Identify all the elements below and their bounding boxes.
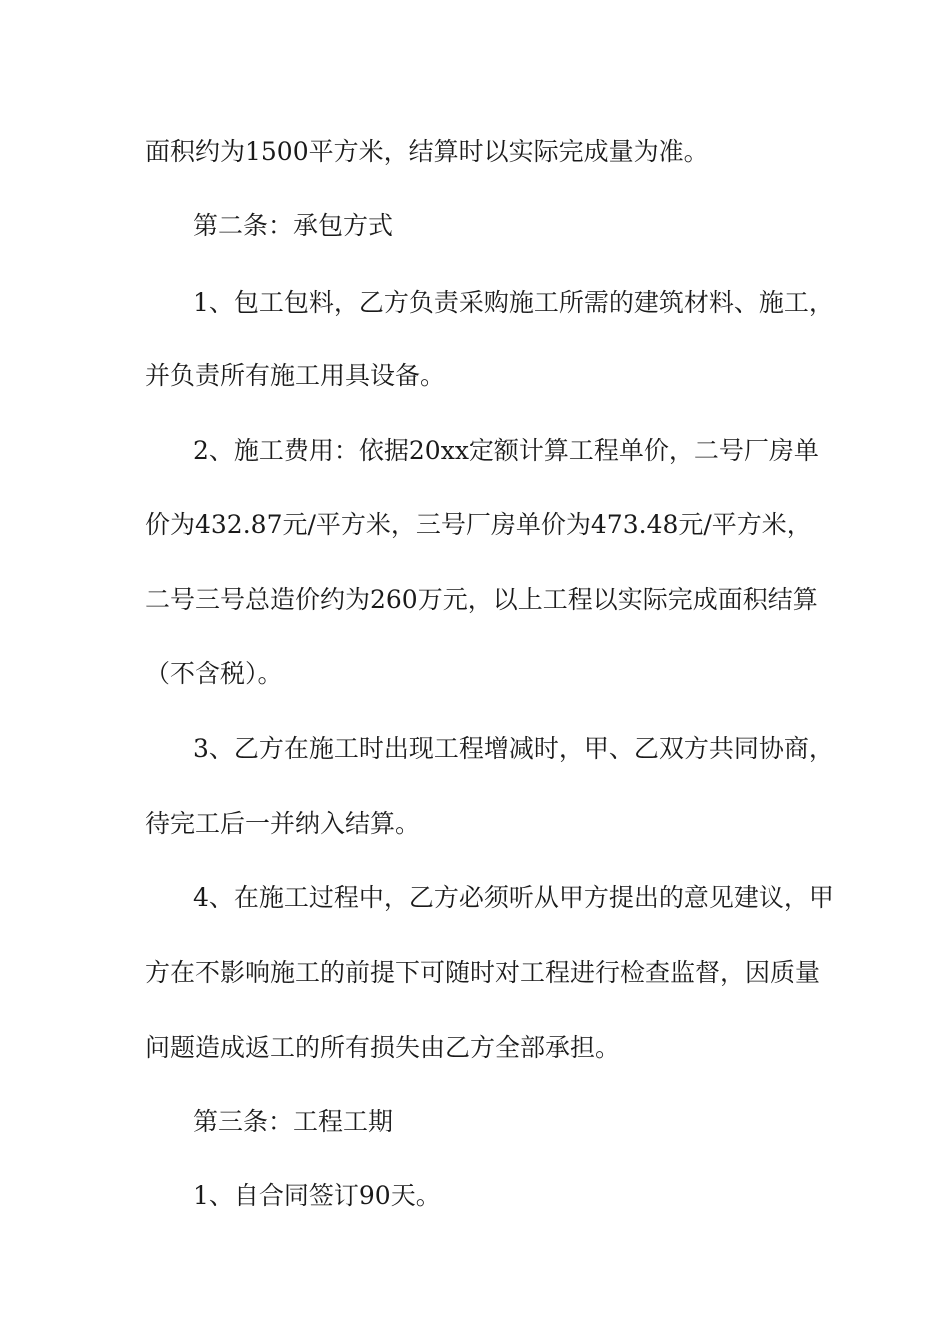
paragraph-line: 1、自合同签订90天。 [193,1181,441,1210]
paragraph-line: （不含税）。 [145,659,283,688]
paragraph-line: 1、包工包料，乙方负责采购施工所需的建筑材料、施工， [193,288,834,317]
paragraph-line: 待完工后一并纳入结算。 [145,809,421,838]
paragraph-line: 3、乙方在施工时出现工程增减时，甲、乙双方共同协商， [193,734,834,763]
paragraph-line: 面积约为1500平方米，结算时以实际完成量为准。 [145,137,709,166]
paragraph-line: 问题造成返工的所有损失由乙方全部承担。 [145,1033,621,1062]
paragraph-line: 二号三号总造价约为260万元，以上工程以实际完成面积结算 [145,585,818,614]
paragraph-line: 4、在施工过程中，乙方必须听从甲方提出的意见建议，甲 [193,883,834,912]
section-heading: 第三条：工程工期 [193,1107,394,1136]
paragraph-line: 2、施工费用：依据20xx定额计算工程单价，二号厂房单 [193,436,819,465]
paragraph-line: 并负责所有施工用具设备。 [145,361,446,390]
section-heading: 第二条：承包方式 [193,211,394,240]
paragraph-line: 价为432.87元/平方米，三号厂房单价为473.48元/平方米， [145,510,812,539]
paragraph-line: 方在不影响施工的前提下可随时对工程进行检查监督，因质量 [145,958,821,987]
